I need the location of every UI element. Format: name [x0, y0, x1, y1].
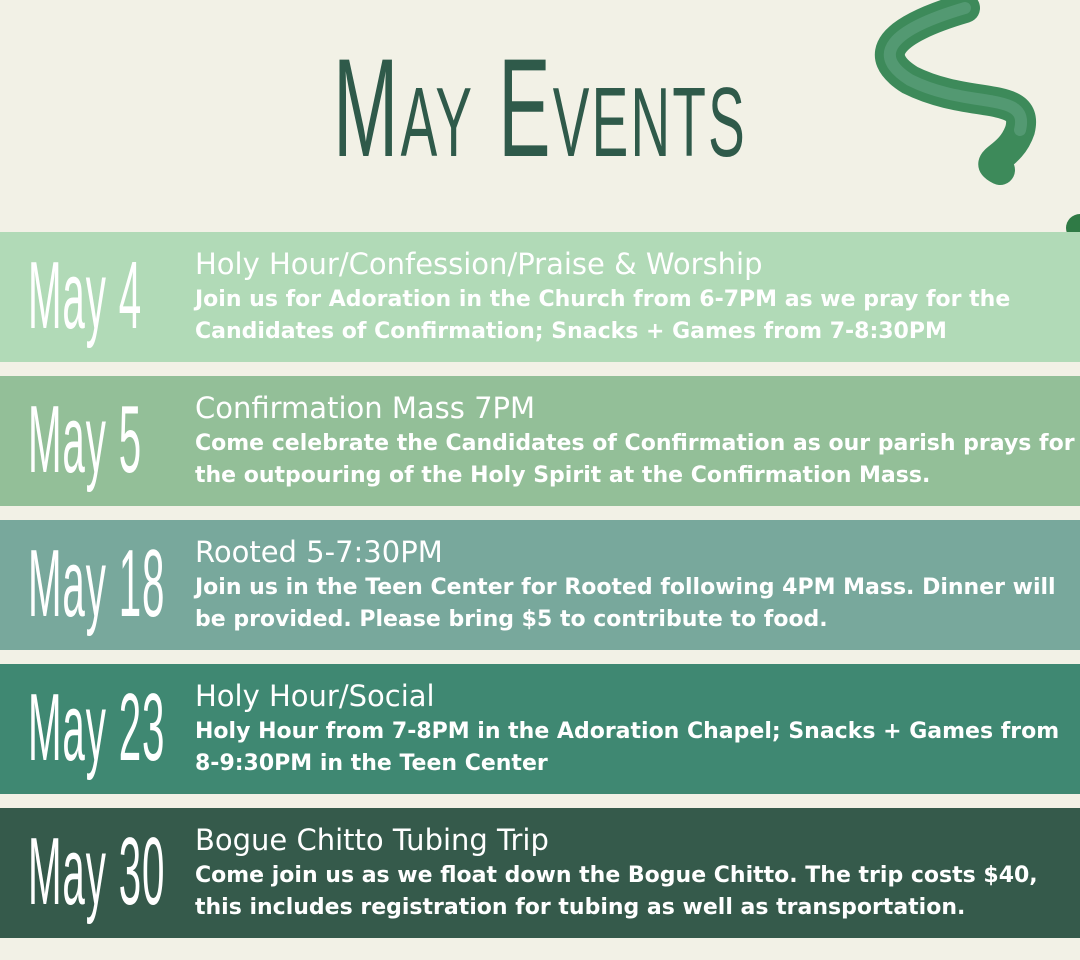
- event-description: Join us in the Teen Center for Rooted following 4PM Mass. Dinner will be provided. Please bring $5 to contribute to food.: [195, 575, 1056, 632]
- event-band-may-18: [0, 520, 1080, 650]
- event-description: Holy Hour from 7-8PM in the Adoration Chapel; Snacks + Games from 8-9:30PM in the Teen Center: [195, 719, 1060, 776]
- event-title: Bogue Chitto Tubing Trip: [195, 823, 549, 857]
- event-title: Confirmation Mass 7PM: [195, 391, 536, 425]
- event-title: Holy Hour/Confession/Praise & Worship: [195, 247, 763, 281]
- event-title: Holy Hour/Social: [195, 679, 435, 713]
- event-band-may-30: [0, 808, 1080, 938]
- event-date: May 30: [28, 818, 166, 925]
- event-band-may-23: [0, 664, 1080, 794]
- event-date: May 4: [28, 242, 142, 349]
- event-date: May 23: [28, 674, 166, 781]
- page-title: May Events: [333, 29, 747, 186]
- event-date: May 5: [28, 386, 142, 493]
- event-description: Come join us as we float down the Bogue Chitto. The trip costs $40, this includes registration for tubing as well as transportation.: [195, 863, 1038, 920]
- event-title: Rooted 5-7:30PM: [195, 535, 443, 569]
- event-date: May 18: [28, 530, 166, 637]
- event-description: Join us for Adoration in the Church from 6-7PM as we pray for the Candidates of Confirmation; Snacks + Games from 7-8:30PM: [195, 287, 1011, 344]
- event-band-may-4: [0, 232, 1080, 362]
- event-band-may-5: [0, 376, 1080, 506]
- decorative-squiggle: [860, 0, 1080, 200]
- event-description: Come celebrate the Candidates of Confirmation as our parish prays for the outpouring of the Holy Spirit at the Confirmation Mass.: [195, 431, 1075, 488]
